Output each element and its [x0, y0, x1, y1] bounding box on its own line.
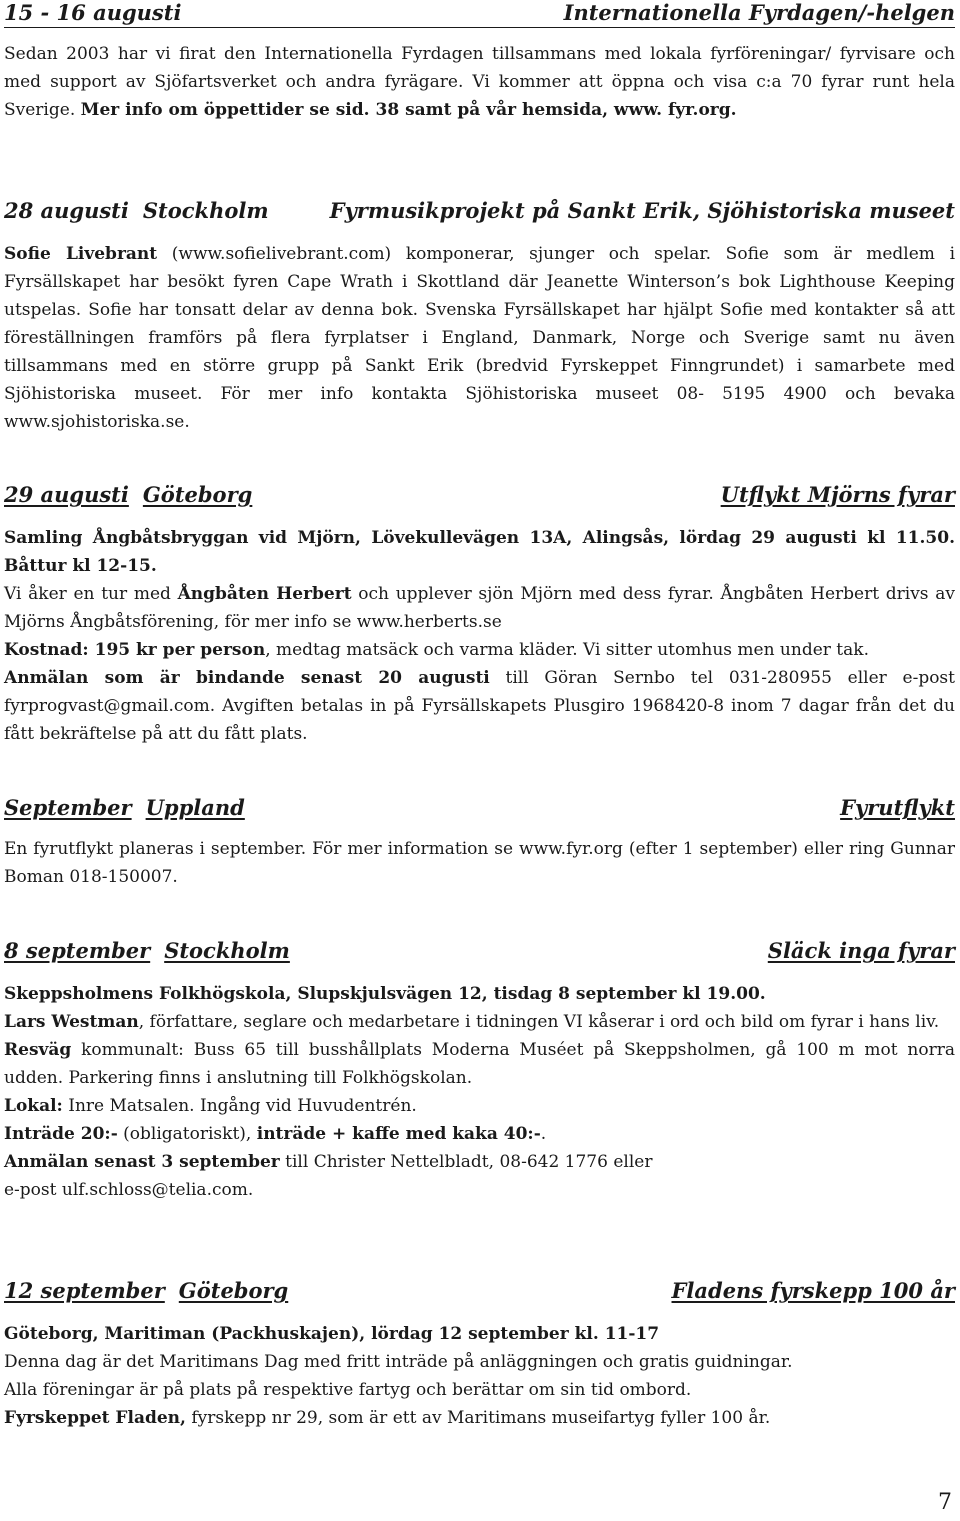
event-text: och upplever sjön Mjörn med dess fyrar. Ångbåten Herbert drivs av Mjörns Ångbåtsförening, för mer info se www.herberts.se [4, 584, 955, 632]
event-text-bold: Lokal: [4, 1096, 63, 1116]
event-text-bold: Anmälan som är bindande senast 20 augusti [4, 668, 490, 688]
event-text-bold: Ångbåten Herbert [177, 584, 352, 604]
event-header [4, 1278, 955, 1304]
event-description [4, 40, 955, 124]
event-text-bold: Göteborg, Maritiman (Packhuskajen), lördag 12 september kl. 11-17 [4, 1324, 660, 1344]
event-text: Inre Matsalen. Ingång vid Huvudentrén. [62, 1096, 417, 1116]
event-text-bold: inträde + kaffe med kaka 40:- [256, 1124, 541, 1144]
event-text-bold: Anmälan senast 3 september [4, 1152, 280, 1172]
event-description [4, 980, 955, 1204]
event-description [4, 524, 955, 748]
event-date: 15 - 16 augusti [4, 0, 182, 25]
event-text: fyrskepp nr 29, som är ett av Maritimans museifartyg fyller 100 år. [185, 1408, 771, 1428]
event-title: Fyrutflykt [840, 795, 955, 820]
event-section-fyrutflykt [4, 795, 955, 891]
event-text: Denna dag är det Maritimans Dag med fritt inträde på anläggningen och gratis guidningar. [4, 1352, 793, 1372]
event-text: till Göran Sernbo tel 031-280955 eller e-post fyrprogvast@gmail.com. Avgiften betalas in på Fyrsällskapets Plusgiro 1968420-8 inom 7 dagar från det du fått bekräftelse på att du fått plats. [4, 668, 955, 744]
event-text: e-post ulf.schloss@telia.com. [4, 1180, 254, 1200]
event-title: Fladens fyrskepp 100 år [671, 1278, 955, 1303]
event-place: Göteborg [142, 482, 253, 507]
event-text-bold: Inträde 20:- [4, 1124, 118, 1144]
event-text-bold: Mer info om öppettider se sid. 38 samt på vår hemsida, www. fyr.org. [80, 100, 737, 120]
event-text: , författare, seglare och medarbetare i tidningen VI kåserar i ord och bild om fyrar i hans liv. [138, 1012, 940, 1032]
event-text: (obligatoriskt), [117, 1124, 257, 1144]
event-header [4, 795, 955, 821]
event-header [4, 482, 955, 508]
page-number: 7 [938, 1490, 952, 1515]
event-section-fyrmusik [4, 198, 955, 436]
event-date: 29 augusti [4, 482, 129, 507]
event-description [4, 240, 955, 436]
event-text: En fyrutflykt planeras i september. För mer information se www.fyr.org (efter 1 september) eller ring Gunnar Boman 018-150007. [4, 839, 955, 887]
event-section-fladen [4, 1278, 955, 1432]
event-date: September [4, 795, 132, 820]
event-date: 12 september [4, 1278, 165, 1303]
event-place: Stockholm [142, 198, 269, 223]
event-section-fyrdagen [4, 0, 955, 124]
event-place: Stockholm [164, 938, 290, 963]
event-text: Sedan 2003 har vi firat den Internationella Fyrdagen tillsammans med lokala fyrföreningar/ fyrvisare och med support av Sjöfartsverket och andra fyrägare. Vi kommer att öppna och visa c:a 70 fyrar runt hela Sverige. [4, 44, 955, 120]
event-text: till Christer Nettelbladt, 08-642 1776 eller [279, 1152, 653, 1172]
event-text-bold: Kostnad: 195 kr per person [4, 640, 266, 660]
event-text: Vi åker en tur med [4, 584, 178, 604]
event-text: kommunalt: Buss 65 till busshållplats Moderna Muséet på Skeppsholmen, gå 100 m mot norra udden. Parkering finns i anslutning till Folkhögskolan. [4, 1040, 955, 1088]
event-section-slack-inga-fyrar [4, 938, 955, 1204]
event-title: Utflykt Mjörns fyrar [720, 482, 955, 507]
event-text-bold: Sofie Livebrant [4, 244, 158, 264]
event-description [4, 835, 955, 891]
event-place: Uppland [145, 795, 245, 820]
event-title: Internationella Fyrdagen/-helgen [563, 0, 955, 25]
event-text-bold: Lars Westman [4, 1012, 139, 1032]
event-text: Alla föreningar är på plats på respektive fartyg och berättar om sin tid ombord. [4, 1380, 692, 1400]
event-text: (www.sofielivebrant.com) komponerar, sjunger och spelar. Sofie som är medlem i Fyrsällskapet har besökt fyren Cape Wrath i Skottland där Jeanette Winterson’s bok Lighthouse Keeping utspelas. Sofie har tonsatt delar av denna bok. Svenska Fyrsällskapet har hjälpt Sofie med kontakter så att föreställningen framförs på flera fyrplatser i England, Danmark, Norge och Sverige samt nu även tillsammans med en större grupp på Sankt Erik (bredvid Fyrskeppet Finngrundet) i samarbete med Sjöhistoriska museet. För mer info kontakta Sjöhistoriska museet 08- 5195 4900 och bevaka www.sjohistoriska.se. [4, 244, 955, 432]
event-section-mjorn [4, 482, 955, 748]
event-date: 28 augusti [4, 198, 129, 223]
event-header [4, 198, 955, 224]
event-text: . [540, 1124, 547, 1144]
event-header [4, 0, 955, 28]
event-title: Släck inga fyrar [767, 938, 955, 963]
event-text-bold: Resväg [4, 1040, 72, 1060]
event-description [4, 1320, 955, 1432]
event-text-bold: Skeppsholmens Folkhögskola, Slupskjulsvägen 12, tisdag 8 september kl 19.00. [4, 984, 766, 1004]
event-place: Göteborg [178, 1278, 289, 1303]
event-date: 8 september [4, 938, 151, 963]
event-text-bold: Samling Ångbåtsbryggan vid Mjörn, Lövekullevägen 13A, Alingsås, lördag 29 augusti kl 11.50. Båttur kl 12-15. [4, 528, 955, 576]
event-header [4, 938, 955, 964]
event-title: Fyrmusikprojekt på Sankt Erik, Sjöhistoriska museet [329, 198, 955, 223]
event-text: , medtag matsäck och varma kläder. Vi sitter utomhus men under tak. [265, 640, 869, 660]
event-text-bold: Fyrskeppet Fladen, [4, 1408, 186, 1428]
